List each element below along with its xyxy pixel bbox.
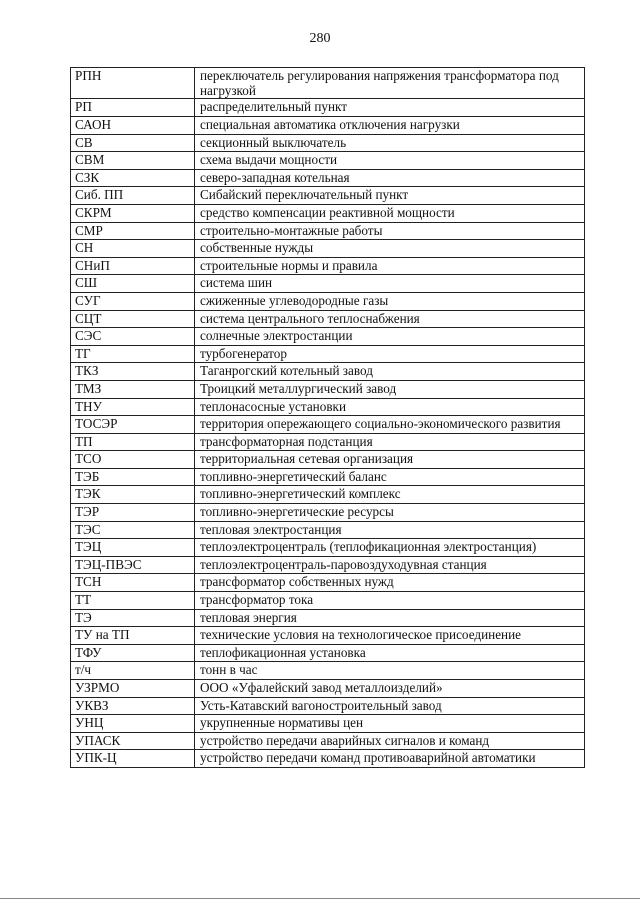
description-cell: средство компенсации реактивной мощности	[195, 204, 585, 222]
table-row	[71, 680, 585, 698]
table-row	[71, 99, 585, 117]
table-row	[71, 521, 585, 539]
abbreviation-cell: Сиб. ПП	[71, 187, 195, 205]
table-row	[71, 68, 585, 99]
abbreviation-cell: ТГ	[71, 345, 195, 363]
abbreviation-cell: ТП	[71, 433, 195, 451]
description-cell: теплофикационная установка	[195, 644, 585, 662]
description-cell: Усть-Катавский вагоностроительный завод	[195, 697, 585, 715]
table-row	[71, 433, 585, 451]
abbreviation-cell: РПН	[71, 68, 195, 99]
table-row	[71, 169, 585, 187]
description-cell: территориальная сетевая организация	[195, 451, 585, 469]
abbreviation-cell: ТЭЦ	[71, 539, 195, 557]
description-cell: топливно-энергетический баланс	[195, 468, 585, 486]
description-cell: технические условия на технологическое присоединение	[195, 627, 585, 645]
description-cell: секционный выключатель	[195, 134, 585, 152]
table-row	[71, 240, 585, 258]
description-cell: трансформатор собственных нужд	[195, 574, 585, 592]
table-row	[71, 715, 585, 733]
table-row	[71, 539, 585, 557]
table-row	[71, 451, 585, 469]
description-cell: устройство передачи команд противоаварийной автоматики	[195, 750, 585, 768]
abbreviation-cell: УНЦ	[71, 715, 195, 733]
page-number: 280	[309, 31, 331, 46]
table-row	[71, 152, 585, 170]
description-cell: Сибайский переключательный пункт	[195, 187, 585, 205]
description-cell: укрупненные нормативы цен	[195, 715, 585, 733]
abbreviation-cell: УЗРМО	[71, 680, 195, 698]
abbreviation-cell: СЗК	[71, 169, 195, 187]
abbreviation-cell: СКРМ	[71, 204, 195, 222]
table-row	[71, 662, 585, 680]
abbreviations-table-body	[71, 68, 585, 768]
abbreviation-cell: РП	[71, 99, 195, 117]
description-cell: топливно-энергетический комплекс	[195, 486, 585, 504]
description-cell: переключатель регулирования напряжения трансформатора под нагрузкой	[195, 68, 585, 99]
table-row	[71, 416, 585, 434]
abbreviation-cell: ТКЗ	[71, 363, 195, 381]
abbreviation-cell: УПК-Ц	[71, 750, 195, 768]
description-cell: строительные нормы и правила	[195, 257, 585, 275]
description-cell: ООО «Уфалейский завод металлоизделий»	[195, 680, 585, 698]
abbreviation-cell: СМР	[71, 222, 195, 240]
table-row	[71, 310, 585, 328]
abbreviation-cell: СШ	[71, 275, 195, 293]
table-row	[71, 398, 585, 416]
abbreviation-cell: ТЭС	[71, 521, 195, 539]
table-row	[71, 292, 585, 310]
table-row	[71, 486, 585, 504]
table-row	[71, 574, 585, 592]
description-cell: сжиженные углеводородные газы	[195, 292, 585, 310]
table-row	[71, 592, 585, 610]
description-cell: система центрального теплоснабжения	[195, 310, 585, 328]
description-cell: территория опережающего социально-экономического развития	[195, 416, 585, 434]
table-row	[71, 345, 585, 363]
table-row	[71, 328, 585, 346]
table-row	[71, 204, 585, 222]
abbreviation-cell: СЭС	[71, 328, 195, 346]
description-cell: теплоэлектроцентраль-паровоздуходувная станция	[195, 556, 585, 574]
abbreviation-cell: ТФУ	[71, 644, 195, 662]
description-cell: строительно-монтажные работы	[195, 222, 585, 240]
description-cell: распределительный пункт	[195, 99, 585, 117]
description-cell: Троицкий металлургический завод	[195, 380, 585, 398]
description-cell: топливно-энергетические ресурсы	[195, 504, 585, 522]
abbreviation-cell: СЦТ	[71, 310, 195, 328]
abbreviation-cell: ТТ	[71, 592, 195, 610]
table-row	[71, 609, 585, 627]
table-row	[71, 627, 585, 645]
abbreviation-cell: СН	[71, 240, 195, 258]
description-cell: солнечные электростанции	[195, 328, 585, 346]
description-cell: тонн в час	[195, 662, 585, 680]
description-cell: трансформатор тока	[195, 592, 585, 610]
abbreviation-cell: ТУ на ТП	[71, 627, 195, 645]
description-cell: система шин	[195, 275, 585, 293]
description-cell: тепловая энергия	[195, 609, 585, 627]
table-row	[71, 468, 585, 486]
table-row	[71, 380, 585, 398]
abbreviation-cell: ТМЗ	[71, 380, 195, 398]
description-cell: турбогенератор	[195, 345, 585, 363]
table-row	[71, 750, 585, 768]
table-row	[71, 117, 585, 135]
table-row	[71, 644, 585, 662]
abbreviation-cell: СНиП	[71, 257, 195, 275]
abbreviation-cell: ТЭБ	[71, 468, 195, 486]
abbreviation-cell: ТЭР	[71, 504, 195, 522]
abbreviation-cell: САОН	[71, 117, 195, 135]
table-row	[71, 363, 585, 381]
abbreviation-cell: ТСО	[71, 451, 195, 469]
table-row	[71, 732, 585, 750]
abbreviation-cell: ТЭ	[71, 609, 195, 627]
table-row	[71, 187, 585, 205]
table-row	[71, 556, 585, 574]
abbreviation-cell: УКВЗ	[71, 697, 195, 715]
description-cell: специальная автоматика отключения нагрузки	[195, 117, 585, 135]
table-row	[71, 504, 585, 522]
abbreviation-cell: т/ч	[71, 662, 195, 680]
description-cell: собственные нужды	[195, 240, 585, 258]
table-row	[71, 697, 585, 715]
description-cell: теплоэлектроцентраль (теплофикационная электростанция)	[195, 539, 585, 557]
description-cell: теплонасосные установки	[195, 398, 585, 416]
table-row	[71, 134, 585, 152]
abbreviation-cell: СВ	[71, 134, 195, 152]
description-cell: северо-западная котельная	[195, 169, 585, 187]
description-cell: трансформаторная подстанция	[195, 433, 585, 451]
description-cell: устройство передачи аварийных сигналов и команд	[195, 732, 585, 750]
description-cell: схема выдачи мощности	[195, 152, 585, 170]
abbreviation-cell: СУГ	[71, 292, 195, 310]
description-cell: Таганрогский котельный завод	[195, 363, 585, 381]
abbreviations-table	[70, 67, 585, 768]
abbreviation-cell: ТСН	[71, 574, 195, 592]
abbreviation-cell: УПАСК	[71, 732, 195, 750]
page-bottom-edge	[0, 898, 640, 899]
abbreviation-cell: ТНУ	[71, 398, 195, 416]
abbreviation-cell: ТЭЦ-ПВЭС	[71, 556, 195, 574]
table-row	[71, 222, 585, 240]
description-cell: тепловая электростанция	[195, 521, 585, 539]
abbreviation-cell: ТЭК	[71, 486, 195, 504]
abbreviation-cell: ТОСЭР	[71, 416, 195, 434]
table-row	[71, 257, 585, 275]
table-row	[71, 275, 585, 293]
abbreviation-cell: СВМ	[71, 152, 195, 170]
